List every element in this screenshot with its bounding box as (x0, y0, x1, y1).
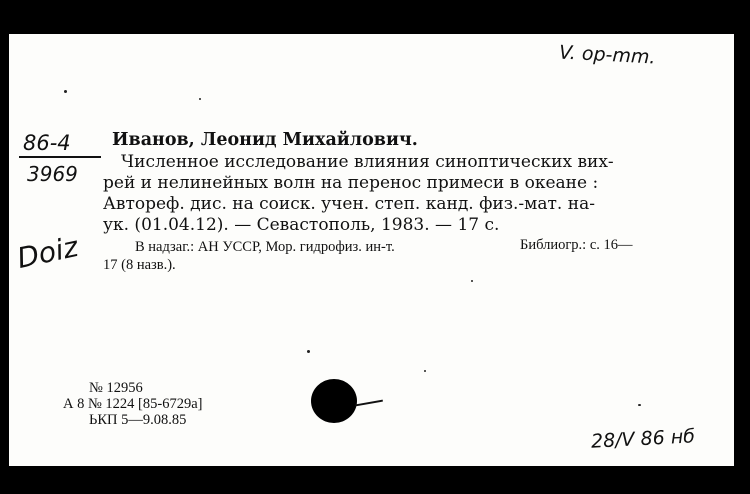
call-number-divider (19, 156, 101, 158)
speck-5 (638, 404, 641, 406)
catalog-card (9, 34, 734, 466)
note-line-2: 17 (8 назв.). (103, 257, 176, 273)
card-heading: Иванов, Леонид Михайлович. (112, 130, 418, 150)
speck-2 (199, 98, 201, 100)
body-line-1: Численное исследование влияния синоптических вих- (121, 152, 614, 172)
call-number-top: 86-4 (23, 131, 71, 155)
body-line-4: ук. (01.04.12). — Севастополь, 1983. — 17 с. (103, 215, 500, 235)
body-line-2: рей и нелинейных волн на перенос примеси в океане : (103, 173, 599, 193)
stray-scribble (355, 400, 383, 407)
registry-line-3: ЬКП 5—9.08.85 (89, 412, 187, 428)
call-number-bottom: 3969 (27, 162, 78, 186)
registry-line-1: № 12956 (89, 380, 143, 396)
registry-line-2: А 8 № 1224 [85-6729а] (63, 396, 203, 412)
speck-6 (424, 370, 426, 372)
handwritten-corner-note: V. op-mm. (558, 41, 657, 69)
note-line-1: В надзаг.: АН УССР, Мор. гидрофиз. ин-т. (135, 239, 395, 255)
speck-1 (64, 90, 67, 93)
speck-4 (471, 280, 473, 282)
punch-hole (311, 379, 357, 423)
speck-3 (307, 350, 310, 353)
body-line-3: Автореф. дис. на соиск. учен. степ. канд. физ.-мат. на- (103, 194, 595, 214)
note-line-1-bibliography: Библиогр.: с. 16— (520, 237, 633, 253)
handwritten-side-note: Doiz (14, 230, 81, 275)
handwritten-bottom-note: 28/V 86 нб (590, 425, 696, 453)
